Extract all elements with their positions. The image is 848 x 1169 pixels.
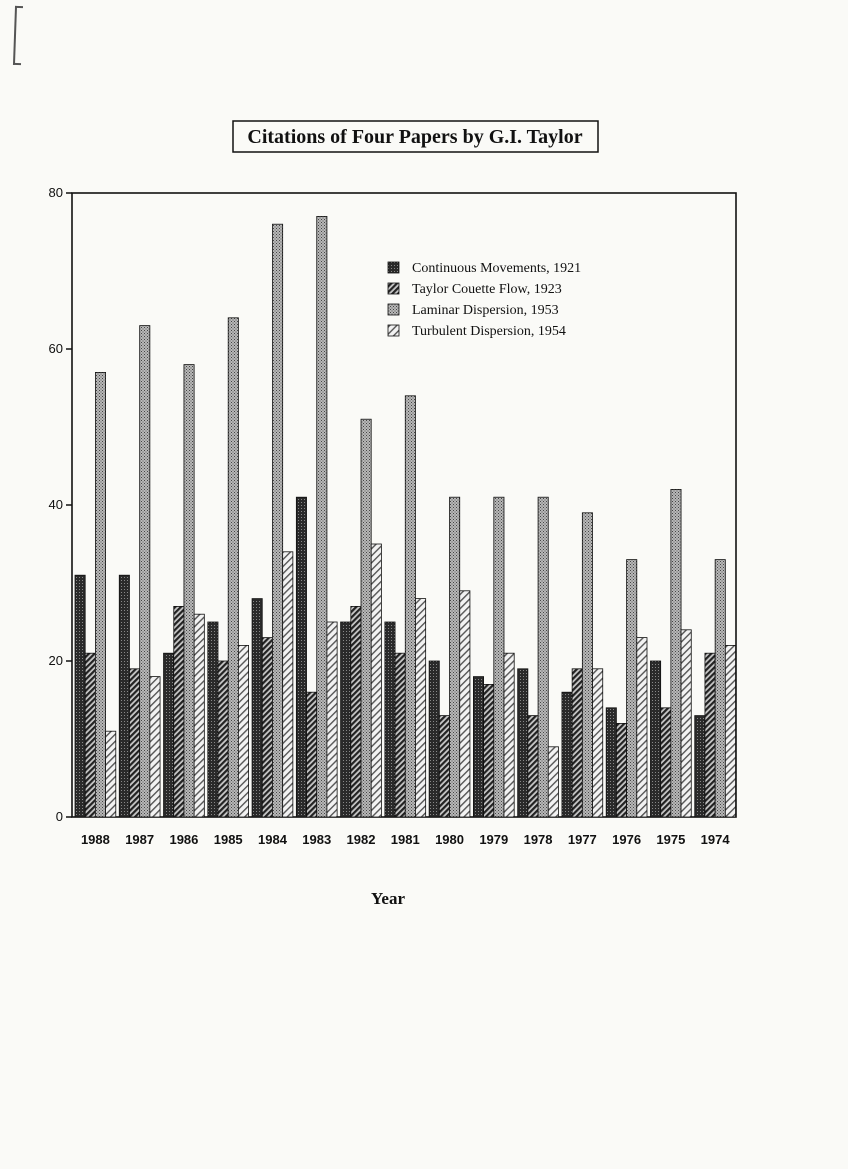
bar-1986-series-1 [164,653,174,817]
chart-title: Citations of Four Papers by G.I. Taylor [247,126,583,148]
legend [388,261,581,339]
bar-1985-series-4 [238,645,248,817]
bar-1980-series-4 [460,591,470,817]
bar-1982-series-1 [341,622,351,817]
legend-label: Turbulent Dispersion, 1954 [412,324,566,339]
bar-1983-series-2 [307,692,317,817]
bar-1988-series-4 [106,731,116,817]
bar-1981-series-3 [405,396,415,817]
bar-1974-series-2 [705,653,715,817]
bar-1987-series-4 [150,677,160,817]
x-category-label: 1976 [612,832,642,847]
bar-1977-series-4 [593,669,603,817]
bar-1988-series-3 [95,372,105,817]
bar-1986-series-2 [174,606,184,817]
x-category-label: 1982 [346,832,376,847]
bar-1985-series-3 [228,318,238,817]
bar-1986-series-4 [194,614,204,817]
bar-1983-series-1 [296,497,306,817]
bar-1987-series-1 [119,575,129,817]
bar-1987-series-3 [140,326,150,817]
x-category-label: 1987 [125,832,155,847]
bar-1974-series-4 [725,645,735,817]
legend-swatch [388,283,399,294]
bar-1979-series-4 [504,653,514,817]
x-category-label: 1974 [700,832,730,847]
bar-1984-series-1 [252,599,262,817]
x-axis-label: Year [371,889,405,908]
bar-1975-series-4 [681,630,691,817]
legend-swatch [388,325,399,336]
bar-1987-series-2 [129,669,139,817]
bar-1984-series-4 [283,552,293,817]
x-category-label: 1984 [258,832,287,847]
bar-1980-series-3 [450,497,460,817]
x-category-label: 1978 [523,832,553,847]
bar-1981-series-4 [415,599,425,817]
bar-1985-series-2 [218,661,228,817]
bar-1988-series-2 [85,653,95,817]
bar-1983-series-4 [327,622,337,817]
bar-1974-series-1 [695,716,705,817]
bar-1985-series-1 [208,622,218,817]
bar-1986-series-3 [184,365,194,817]
x-category-label: 1977 [567,832,597,847]
y-tick-label: 20 [48,653,63,668]
y-tick-label: 80 [48,185,63,200]
x-category-label: 1986 [169,832,199,847]
legend-swatch [388,304,399,315]
bar-1976-series-4 [637,638,647,817]
y-axis [49,185,72,824]
bar-1975-series-2 [661,708,671,817]
legend-label: Laminar Dispersion, 1953 [412,303,559,318]
bar-1979-series-3 [494,497,504,817]
bar-1978-series-4 [548,747,558,817]
x-category-label: 1985 [213,832,243,847]
legend-swatch [388,262,399,273]
x-category-label: 1981 [390,832,420,847]
bar-1984-series-2 [262,638,272,817]
x-category-label: 1975 [656,832,686,847]
bar-1978-series-2 [528,716,538,817]
y-tick-label: 0 [55,809,63,824]
bar-1978-series-3 [538,497,548,817]
bar-1979-series-2 [484,684,494,817]
bar-1974-series-3 [715,560,725,817]
x-axis-categories [81,832,730,847]
bar-series-group [75,216,736,817]
bar-1977-series-1 [562,692,572,817]
bar-1977-series-3 [582,513,592,817]
bar-1988-series-1 [75,575,85,817]
bar-1977-series-2 [572,669,582,817]
bar-1981-series-2 [395,653,405,817]
legend-label: Continuous Movements, 1921 [412,261,582,276]
bar-1982-series-4 [371,544,381,817]
x-category-label: 1983 [302,832,332,847]
bar-1975-series-1 [650,661,660,817]
bar-1982-series-3 [361,419,371,817]
x-category-label: 1988 [80,832,110,847]
bar-1975-series-3 [671,489,681,817]
bar-1976-series-2 [616,723,626,817]
bar-1976-series-3 [627,560,637,817]
bar-1982-series-2 [351,606,361,817]
y-tick-label: 40 [48,497,63,512]
bar-1984-series-3 [272,224,282,817]
x-category-label: 1980 [435,832,464,847]
bar-1979-series-1 [473,677,483,817]
bar-1983-series-3 [317,216,327,817]
bar-1978-series-1 [518,669,528,817]
bar-1980-series-2 [439,716,449,817]
chart-title-group [233,121,598,152]
x-category-label: 1979 [479,832,509,847]
bar-1981-series-1 [385,622,395,817]
bar-1980-series-1 [429,661,439,817]
y-tick-label: 60 [48,341,63,356]
bar-1976-series-1 [606,708,616,817]
legend-label: Taylor Couette Flow, 1923 [412,282,562,297]
